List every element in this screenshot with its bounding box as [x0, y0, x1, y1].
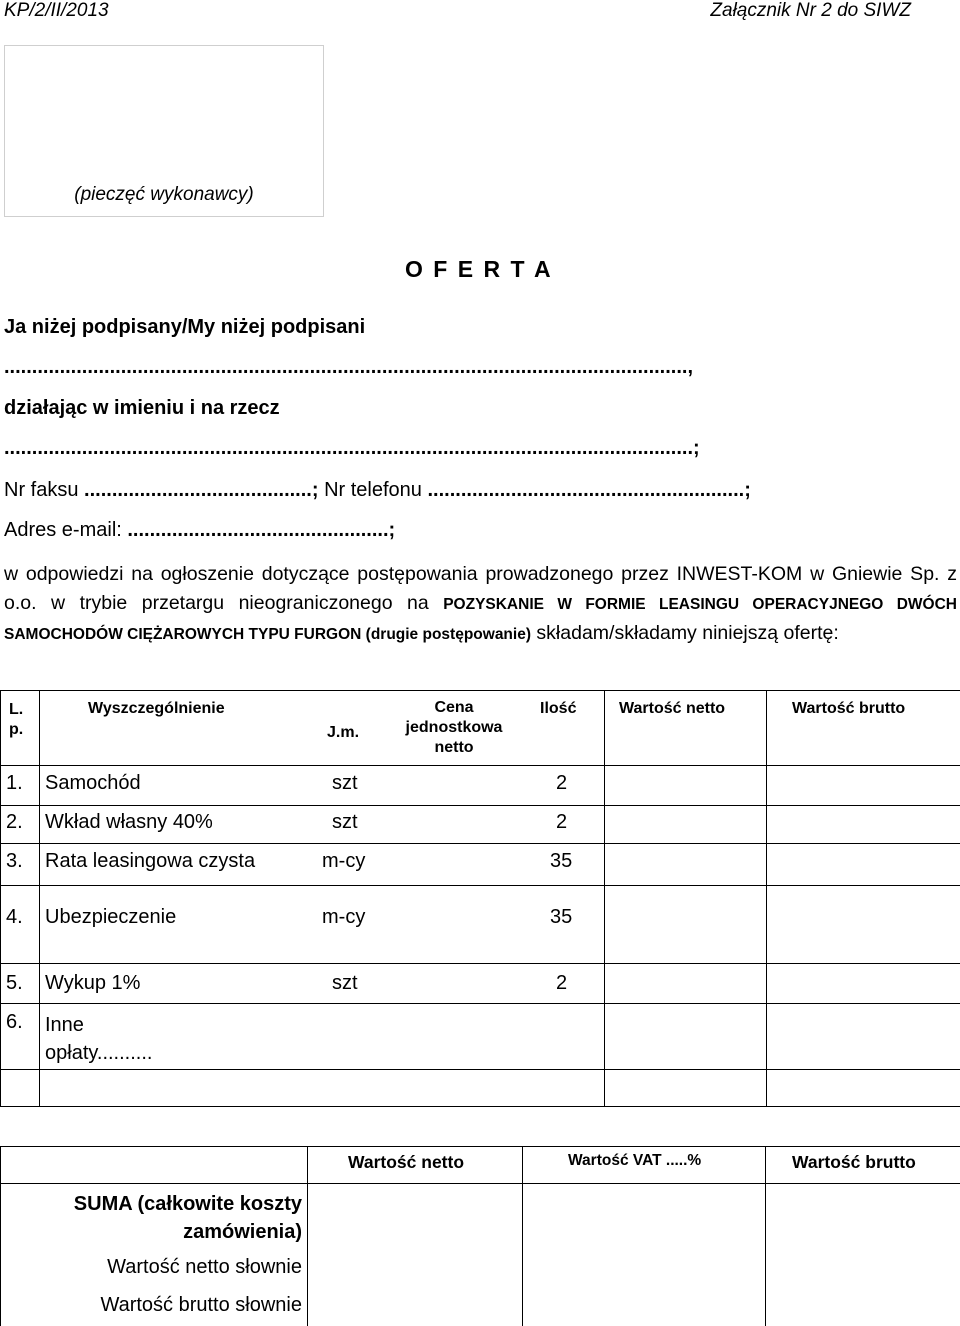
fax-label: Nr faksu: [4, 479, 79, 501]
signatory-name-field[interactable]: ...........................................................................................................................,: [4, 356, 694, 378]
document-reference: KP/2/II/2013: [4, 0, 109, 21]
gross-value-in-words-label: Wartość brutto słownie: [100, 1294, 302, 1316]
phone-label: Nr telefonu: [324, 479, 422, 501]
row-description: Wykup 1%: [45, 972, 141, 994]
row-number: 4.: [6, 906, 23, 928]
row-number: 1.: [6, 772, 23, 794]
row-description: Rata leasingowa czysta: [45, 850, 256, 872]
signatory-label: Ja niżej podpisany/My niżej podpisani: [4, 316, 366, 338]
contractor-stamp-box: [4, 45, 324, 217]
row-number: 3.: [6, 850, 23, 872]
procurement-subject: POZYSKANIE W FORMIE LEASINGU OPERACYJNEGO DWÓCH SAMOCHODÓW CIĘŻAROWYCH TYPU FURGON (drugie postępowanie): [4, 596, 957, 643]
row-quantity: 2: [556, 972, 568, 994]
row-unit: szt: [332, 811, 358, 833]
row-unit: m-cy: [322, 850, 366, 872]
row-unit: szt: [332, 772, 358, 794]
col-header-gross-value: Wartość brutto: [792, 700, 906, 717]
col-header-lp: L. p.: [9, 701, 24, 738]
on-behalf-label: działając w imieniu i na rzecz: [4, 397, 280, 419]
email-row: [4, 519, 395, 542]
row-unit: m-cy: [322, 906, 366, 928]
col-header-net-value: Wartość netto: [619, 700, 726, 717]
row-number: 5.: [6, 972, 23, 994]
row-number: 6.: [6, 1011, 23, 1033]
row-unit: szt: [332, 972, 358, 994]
stamp-caption: (pieczęć wykonawcy): [74, 184, 254, 205]
intro-paragraph: [4, 560, 957, 649]
summary-gross-header: Wartość brutto: [792, 1152, 916, 1172]
row-number: 2.: [6, 811, 23, 833]
col-header-description: Wyszczególnienie: [88, 700, 225, 717]
attachment-label: Załącznik Nr 2 do SIWZ: [710, 0, 911, 21]
email-label: Adres e-mail:: [4, 519, 122, 541]
col-header-unit: J.m.: [327, 724, 360, 741]
summary-total-label: SUMA (całkowite koszty zamówienia): [73, 1193, 302, 1243]
intro-tail: składam/składamy niniejszą ofertę:: [536, 622, 839, 644]
email-field[interactable]: ...............................................;: [127, 519, 396, 541]
col-header-unit-price: Cena jednostkowa netto: [405, 699, 503, 756]
offer-title: O F E R T A: [405, 256, 553, 282]
row-quantity: 2: [556, 772, 568, 794]
col-header-quantity: Ilość: [540, 700, 577, 717]
summary-vat-header: Wartość VAT .....%: [568, 1152, 702, 1169]
summary-net-header: Wartość netto: [348, 1152, 465, 1172]
fax-field[interactable]: .........................................;: [84, 479, 319, 501]
row-description: Ubezpieczenie: [45, 906, 177, 928]
fax-row: [4, 479, 751, 502]
row-quantity: 35: [550, 850, 573, 872]
row-quantity: 2: [556, 811, 568, 833]
company-name-field[interactable]: ............................................................................................................................;: [4, 437, 700, 459]
row-description: Samochód: [45, 772, 141, 794]
intro-lead: w odpowiedzi na ogłoszenie dotyczące postępowania prowadzonego przez INWEST-KOM w Gniewie Sp. z o.o. w trybie przetargu nieograniczonego na: [4, 563, 957, 614]
row-quantity: 35: [550, 906, 573, 928]
phone-field[interactable]: .........................................................;: [427, 479, 751, 501]
net-value-in-words-label: Wartość netto słownie: [107, 1256, 302, 1278]
row-description: Wkład własny 40%: [45, 811, 213, 833]
row-description: Inne opłaty..........: [45, 1014, 153, 1064]
